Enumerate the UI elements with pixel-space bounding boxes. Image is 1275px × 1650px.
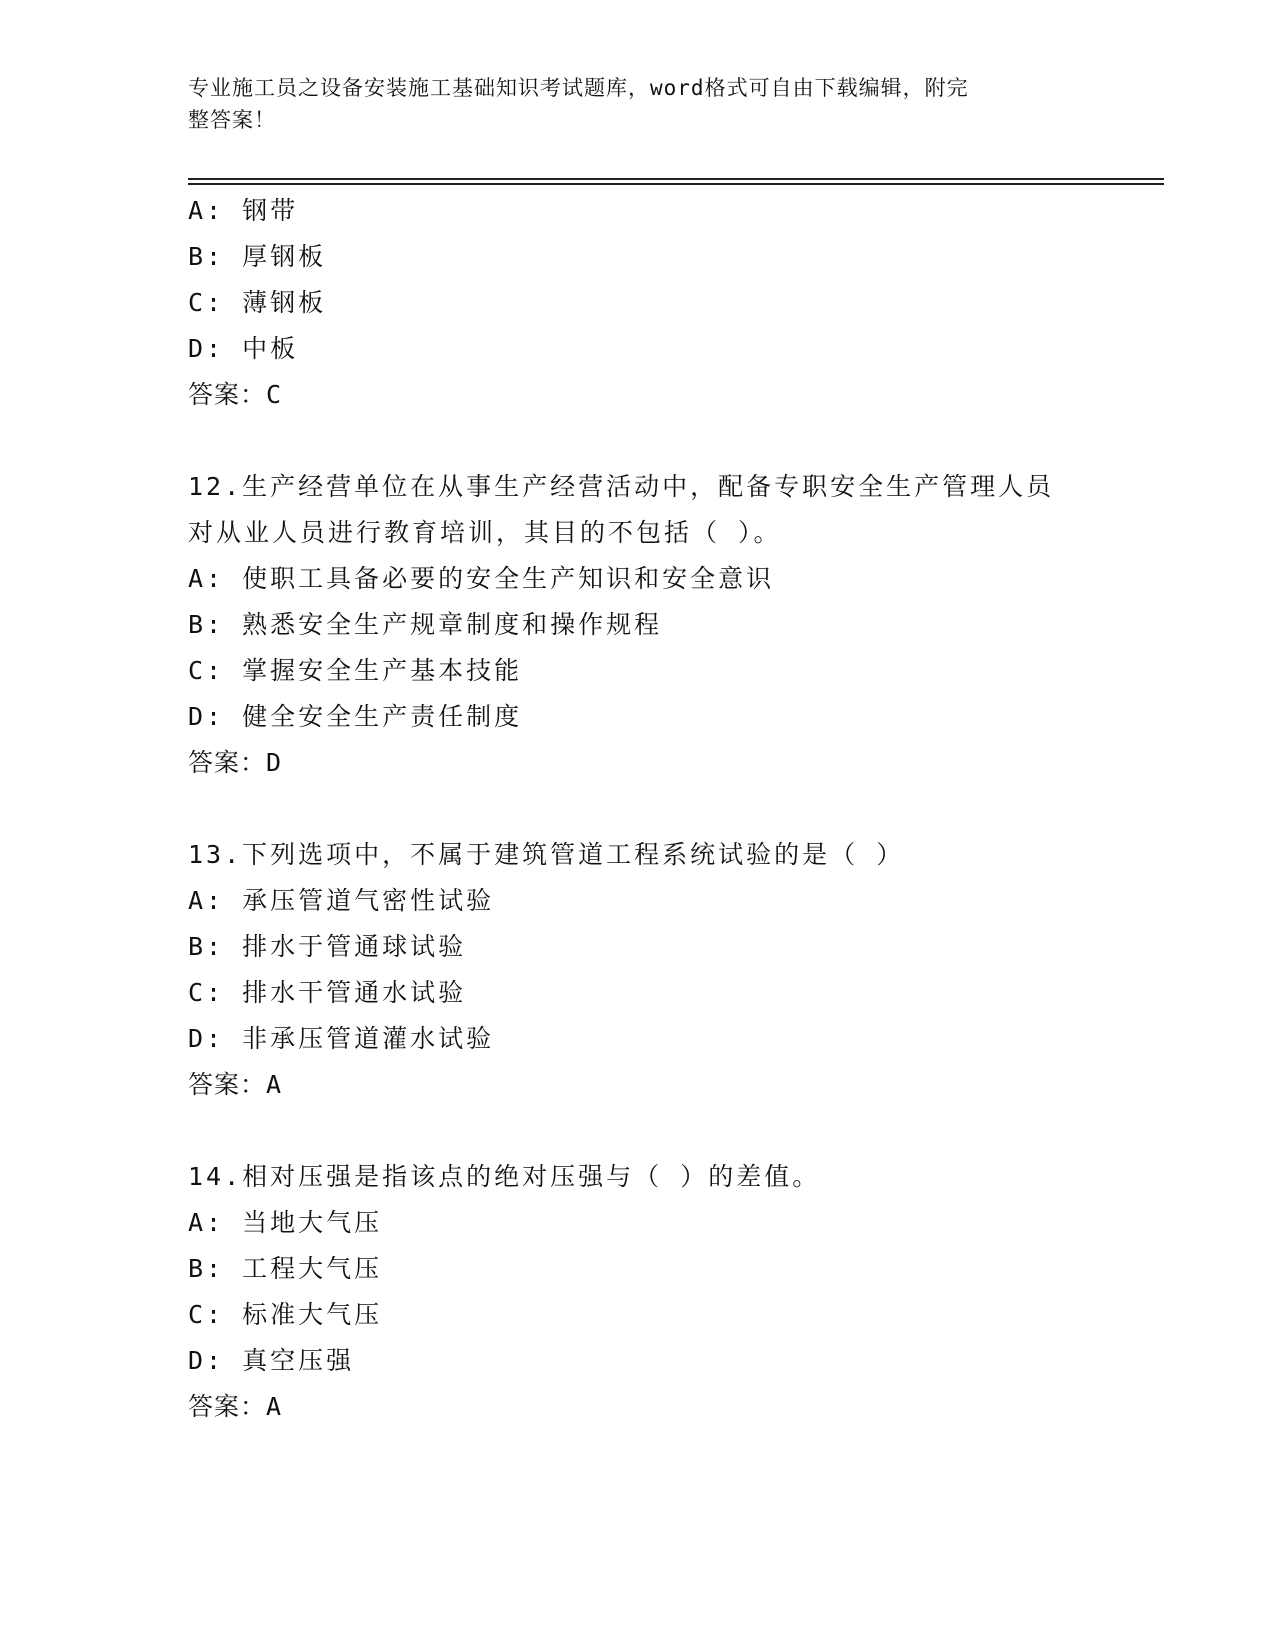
- answer-line: [188, 740, 1118, 786]
- question-stem-line-1: 12.生产经营单位在从事生产经营活动中，配备专职安全生产管理人员: [188, 472, 1055, 501]
- option-b: B: 工程大气压: [188, 1254, 383, 1283]
- question-12: [188, 464, 1118, 786]
- spacer: [188, 418, 1118, 464]
- option-c: C: 标准大气压: [188, 1300, 383, 1329]
- header-line-2: 整答案！: [188, 108, 276, 132]
- answer-line: [188, 1384, 1118, 1430]
- option-d: D: 健全安全生产责任制度: [188, 702, 523, 731]
- option-c: C: 掌握安全生产基本技能: [188, 656, 523, 685]
- question-11-tail: [188, 188, 1118, 418]
- answer-label: 答案：: [188, 1392, 267, 1421]
- answer-label: 答案：: [188, 380, 267, 409]
- option-c: C: 排水干管通水试验: [188, 978, 467, 1007]
- answer-value: A: [266, 1392, 283, 1421]
- option-a: A: 当地大气压: [188, 1208, 383, 1237]
- option-b: B: 熟悉安全生产规章制度和操作规程: [188, 610, 663, 639]
- option-d: D: 中板: [188, 334, 299, 363]
- option-c: C: 薄钢板: [188, 288, 327, 317]
- answer-line: [188, 372, 1118, 418]
- option-d: D: 非承压管道灌水试验: [188, 1024, 495, 1053]
- answer-label: 答案：: [188, 748, 267, 777]
- question-14: [188, 1154, 1118, 1430]
- answer-value: A: [266, 1070, 283, 1099]
- answer-label: 答案：: [188, 1070, 267, 1099]
- answer-value: C: [266, 380, 283, 409]
- option-a: A: 钢带: [188, 196, 299, 225]
- header-line-1: 专业施工员之设备安装施工基础知识考试题库，word格式可自由下载编辑，附完: [188, 76, 969, 100]
- answer-value: D: [266, 748, 283, 777]
- option-b: B: 排水于管通球试验: [188, 932, 467, 961]
- question-13: [188, 832, 1118, 1108]
- header-divider-bottom: [188, 183, 1164, 185]
- option-b: B: 厚钢板: [188, 242, 327, 271]
- header-divider-top: [188, 178, 1164, 180]
- option-d: D: 真空压强: [188, 1346, 355, 1375]
- question-list: [188, 188, 1118, 1430]
- answer-line: [188, 1062, 1118, 1108]
- spacer: [188, 786, 1118, 832]
- document-header: [188, 72, 1068, 136]
- option-a: A: 使职工具备必要的安全生产知识和安全意识: [188, 564, 775, 593]
- spacer: [188, 1108, 1118, 1154]
- question-stem-line-2: 对从业人员进行教育培训，其目的不包括（ ）。: [188, 518, 782, 547]
- option-a: A: 承压管道气密性试验: [188, 886, 495, 915]
- question-stem-line-1: 13.下列选项中，不属于建筑管道工程系统试验的是（ ）: [188, 840, 905, 869]
- question-stem-line-1: 14.相对压强是指该点的绝对压强与（ ）的差值。: [188, 1162, 821, 1191]
